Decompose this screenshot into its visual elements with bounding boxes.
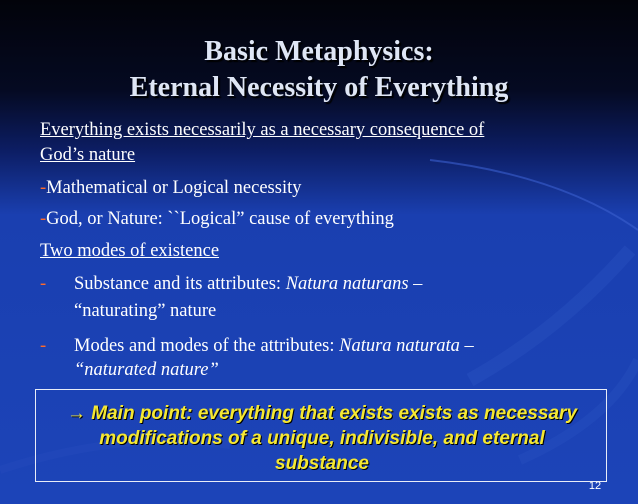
- mode-item-line-1: [74, 335, 474, 358]
- paragraph-line-1: Everything exists necessarily as a necessary consequence of: [40, 120, 485, 140]
- necessity-item-text: Mathematical or Logical necessity: [46, 178, 302, 198]
- dash-marker: -: [40, 178, 47, 198]
- mode-item-line-2: “naturated nature”: [74, 360, 219, 380]
- mode-item-text: Substance and its attributes:: [74, 274, 286, 294]
- mode-item-latin-term: Natura naturata: [339, 336, 460, 356]
- dash-marker: -: [40, 336, 47, 356]
- mode-item-naturans: [40, 273, 600, 323]
- slide-title: [0, 34, 638, 106]
- arrow-right-icon: →: [66, 403, 86, 424]
- cause-item-text: God, or Nature: ``Logical” cause of everything: [46, 209, 394, 229]
- mode-item-line-1: [74, 273, 422, 296]
- dash-marker: -: [40, 209, 47, 229]
- mode-item-dash-suffix: –: [459, 336, 474, 356]
- callout-text: [36, 401, 608, 476]
- mode-item-text: Modes and modes of the attributes:: [74, 336, 340, 356]
- modes-heading: Two modes of existence: [40, 241, 220, 261]
- main-point-callout: [35, 389, 607, 482]
- page-number: 12: [588, 480, 602, 492]
- necessity-item: [40, 177, 600, 200]
- mode-item-line-2: “naturating” nature: [74, 301, 217, 321]
- callout-line-2: modifications of a unique, indivisible, and eternal: [99, 428, 545, 449]
- cause-item: [40, 208, 600, 231]
- title-line-2: Eternal Necessity of Everything: [129, 72, 509, 103]
- mode-item-dash-suffix: –: [408, 274, 423, 294]
- callout-line-3: substance: [275, 453, 369, 474]
- mode-item-naturata: [40, 335, 600, 385]
- title-line-1: Basic Metaphysics:: [204, 36, 434, 67]
- callout-line-1: [36, 401, 608, 426]
- paragraph-line-2: God’s nature: [40, 145, 136, 165]
- dash-marker: -: [40, 274, 47, 294]
- mode-item-latin-term: Natura naturans: [285, 274, 409, 294]
- callout-line-1-text: Main point: everything that exists exists as necessary: [91, 403, 578, 424]
